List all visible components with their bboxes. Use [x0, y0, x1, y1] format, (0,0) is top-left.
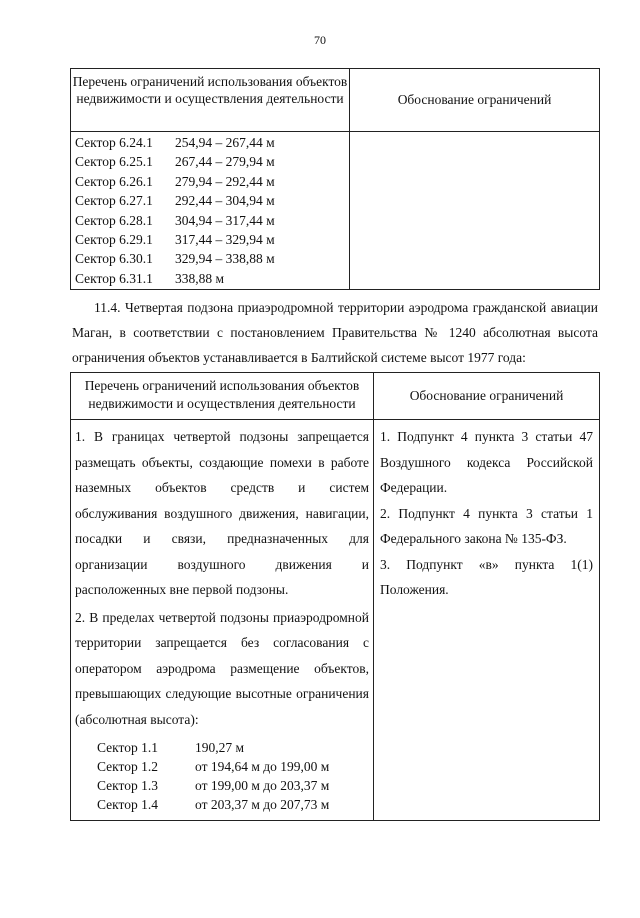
list-item: [97, 757, 373, 776]
table-row: [71, 211, 349, 230]
table1-header-right: Обоснование ограничений: [350, 69, 600, 132]
sector-value: от 199,00 м до 203,37 м: [195, 778, 330, 793]
height-sectors-list: [71, 732, 373, 820]
sector-range: 338,88 м: [175, 270, 225, 286]
table1-header-left: Перечень ограничений использования объектов недвижимости и осуществления деятельности: [71, 69, 350, 132]
paragraph-text: 11.4. Четвертая подзона приаэродромной территории аэродрома гражданской авиации Маган, в соответствии с постановлением Правительства № 1240 абсолютная высота ограничения объектов устанавливается в Балтийской системе высот 1977 года:: [72, 300, 598, 365]
table2-header-right: Обоснование ограничений: [374, 373, 600, 420]
list-item: [97, 795, 373, 814]
sector-range: 267,44 – 279,94 м: [175, 154, 275, 170]
sector-name: Сектор 1.2: [97, 759, 159, 774]
table-row: [71, 191, 349, 210]
table2-justification-cell: [374, 420, 600, 821]
justification-item-2: 2. Подпункт 4 пункта 3 статьи 1 Федерального закона № 135-ФЗ.: [380, 505, 593, 546]
sector-range: 254,94 – 267,44 м: [175, 135, 275, 150]
restrictions-table-2: [70, 372, 600, 821]
restrictions-table-1: [70, 68, 600, 290]
table2-header-left: Перечень ограничений использования объектов недвижимости и осуществления деятельности: [71, 373, 374, 420]
restriction-item-1: 1. В границах четвертой подзоны запрещается размещать объекты, создающие помехи в работе наземных объектов средств и систем обслуживания воздушного движения, навигации, посадки и связи, предназначенных для организации воздушного движения и расположенных вне первой подзоны.: [75, 429, 369, 597]
list-item: [97, 738, 373, 757]
table-row: [71, 133, 349, 152]
restriction-item-2: 2. В пределах четвертой подзоны приаэродромной территории запрещается без согласования с оператором аэродрома размещение объектов, превышающих следующие высотные ограничения (абсолютная высота):: [75, 609, 369, 727]
table1-justification-cell: [350, 132, 600, 290]
sector-value: от 194,64 м до 199,00 м: [195, 759, 330, 774]
table-row: [71, 230, 349, 249]
sector-range: 304,94 – 317,44 м: [175, 212, 275, 228]
list-item: [97, 776, 373, 795]
sector-name: Сектор 6.24.1: [75, 135, 153, 150]
page-number: 70: [314, 33, 326, 47]
table2-restrictions-cell: [71, 420, 374, 821]
justification-item-3: 3. Подпункт «в» пункта 1(1) Положения.: [380, 556, 593, 597]
sector-name: Сектор 1.3: [97, 778, 159, 793]
sector-name: Сектор 1.1: [97, 740, 159, 755]
sector-name: Сектор 6.26.1: [75, 173, 153, 189]
sector-range: 329,94 – 338,88 м: [175, 251, 275, 267]
sector-name: Сектор 6.29.1: [75, 231, 153, 247]
sector-value: от 203,37 м до 207,73 м: [195, 797, 330, 812]
sector-name: Сектор 6.25.1: [75, 154, 153, 170]
sector-value: 190,27 м: [195, 740, 245, 755]
justification-item-1: 1. Подпункт 4 пункта 3 статьи 47 Воздушного кодекса Российской Федерации.: [380, 429, 593, 495]
sector-name: Сектор 1.4: [97, 797, 159, 812]
table-row: [71, 249, 349, 268]
sector-range: 279,94 – 292,44 м: [175, 173, 275, 189]
sector-name: Сектор 6.27.1: [75, 193, 153, 209]
sector-name: Сектор 6.30.1: [75, 251, 153, 267]
table-row: [71, 152, 349, 171]
table-row: [71, 269, 349, 288]
sector-range: 317,44 – 329,94 м: [175, 231, 275, 247]
sector-name: Сектор 6.28.1: [75, 212, 153, 228]
table1-sectors-cell: [71, 132, 350, 290]
sector-name: Сектор 6.31.1: [75, 270, 153, 286]
table-row: [71, 172, 349, 191]
section-paragraph: [72, 295, 598, 370]
sector-range: 292,44 – 304,94 м: [175, 193, 275, 209]
